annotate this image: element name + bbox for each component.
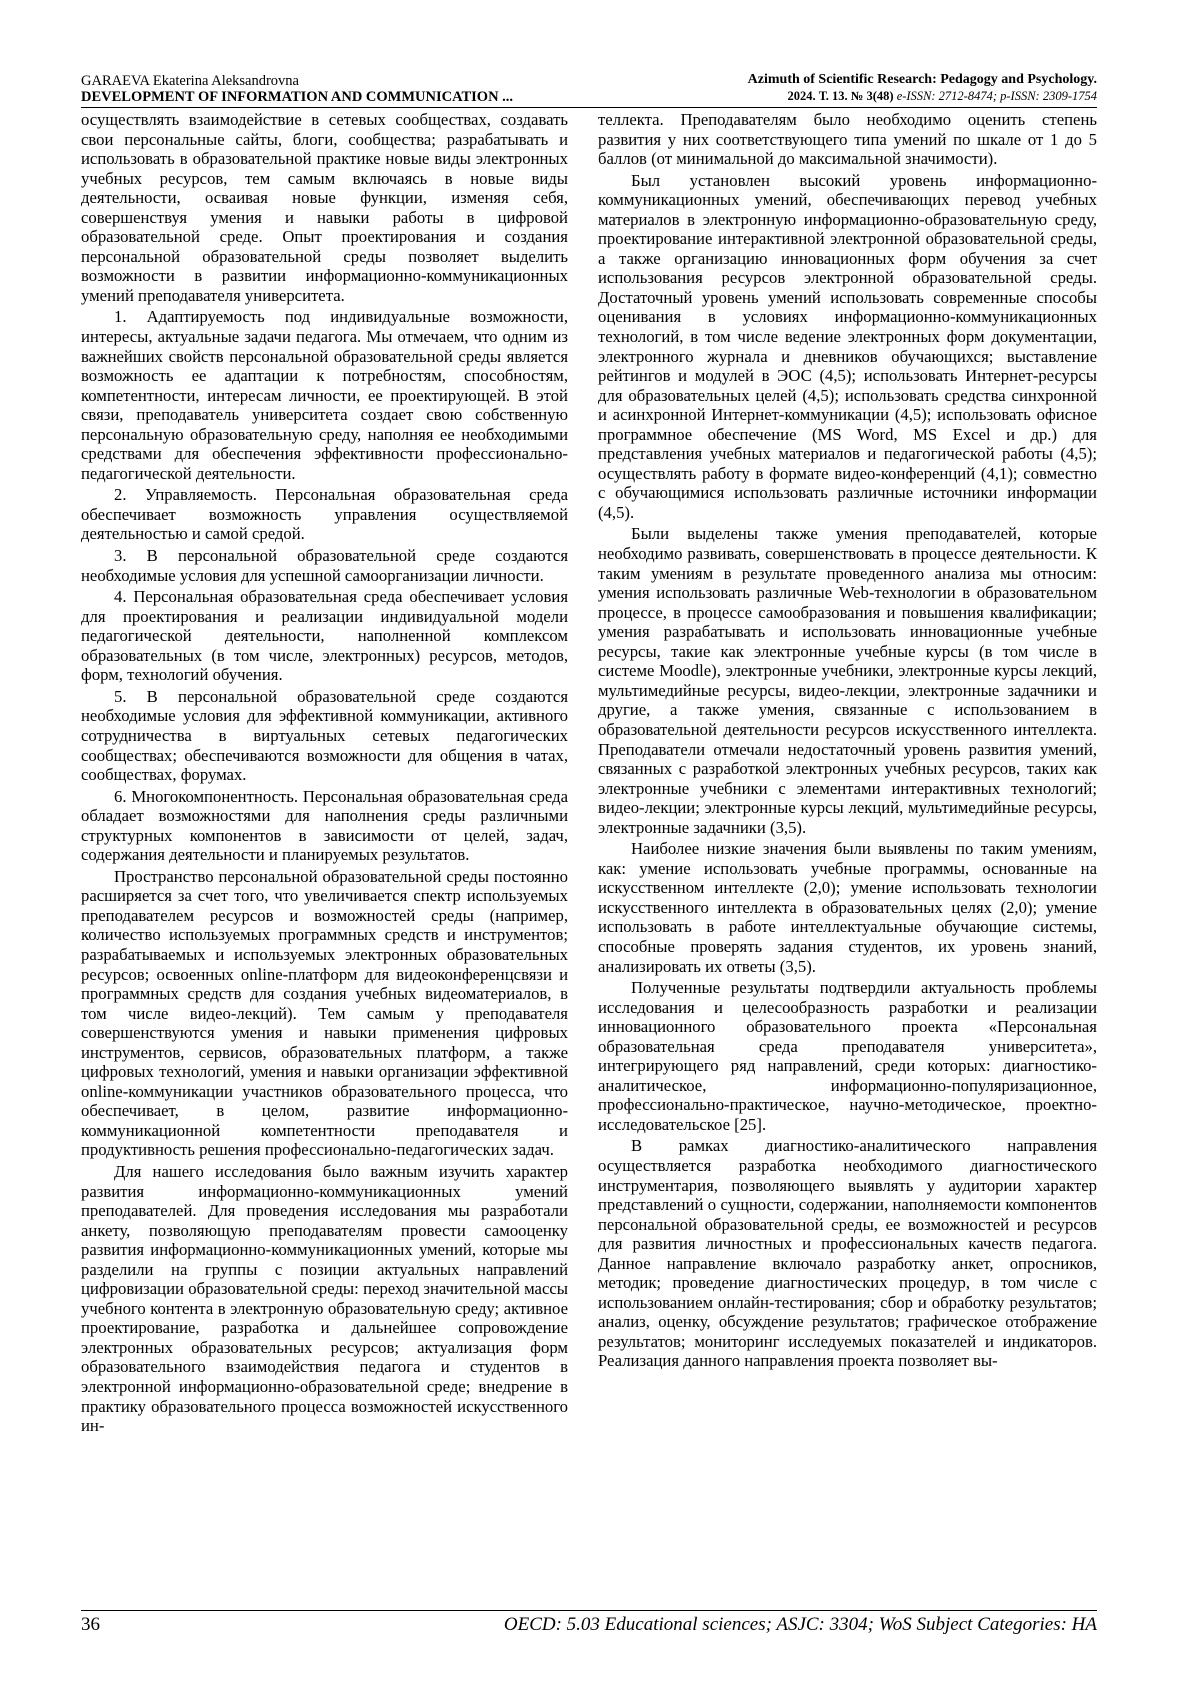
paragraph: осуществлять взаимодействие в сетевых сообществах, создавать свои персональные сайты, блоги, сообщества; разрабатывать и использовать в образовательной практике новые виды электронных учебных ресурсов, тем самым включаясь в новые виды деятельности, осваивая новые функции, изменяя себя, совершенствуя умения и навыки работы в цифровой образовательной среде. Опыт проектирования и создания персональной образовательной среды позволяет выделить возможности в развитии информационно-коммуникационных умений преподавателя университета. bbox=[81, 110, 568, 305]
paragraph: 5. В персональной образовательной среде создаются необходимые условия для эффективной коммуникации, активного сотрудничества в виртуальных сетевых педагогических сообществах; обеспечиваются возможности для общения в чатах, сообществах, форумах. bbox=[81, 686, 568, 785]
header-journal: Azimuth of Scientific Research: Pedagogy and Psychology. bbox=[747, 72, 1097, 87]
paragraph: Наиболее низкие значения были выявлены по таким умениям, как: умение использовать учебные программы, основанные на искусственном интеллекте (2,0); умение использовать технологии искусственного интеллекта в образовательных целях (2,0); умение использовать в работе интеллектуальные обучающие системы, способные проверять задания студентов, их уровень знаний, анализировать их ответы (3,5). bbox=[598, 839, 1097, 976]
text-column-right bbox=[598, 110, 1097, 1373]
running-header-left bbox=[81, 73, 601, 105]
running-header-right bbox=[748, 71, 1097, 105]
paragraph: 4. Персональная образовательная среда обеспечивает условия для проектирования и реализации индивидуальной модели педагогической деятельности, наполненной комплексом образовательных (в том числе, электронных) ресурсов, методов, форм, технологий обучения. bbox=[81, 587, 568, 685]
header-rule bbox=[81, 107, 1097, 108]
paragraph: Были выделены также умения преподавателей, которые необходимо развивать, совершенствовать в процессе деятельности. К таким умениям в результате проведенного анализа мы относим: умения использовать различные Web-технологии в образовательном процессе, в процессе самообразования и повышения квалификации; умения разрабатывать и использовать инновационные учебные ресурсы, такие как электронные учебные курсы (в том числе в системе Moodle), электронные учебники, электронные курсы лекций, мультимедийные ресурсы, видео-лекции, электронные задачники и другие, а также умения, связанные с использованием в образовательной деятельности ресурсов искусственного интеллекта. Преподаватели отмечали недостаточный уровень развития умений, связанных с разработкой электронных учебных ресурсов, таких как электронные учебники с элементами интерактивных технологий; видео-лекции; электронные курсы лекций, мультимедийные ресурсы, электронные задачники (3,5). bbox=[598, 524, 1097, 837]
footer-rule bbox=[81, 1610, 1097, 1611]
paragraph: Для нашего исследования было важным изучить характер развития информационно-коммуникационных умений преподавателей. Для проведения исследования мы разработали анкету, позволяющую преподавателям провести самооценку развития информационно-коммуникационных умений, которые мы разделили на группы с позиции актуальных направлений цифровизации образовательной среды: переход значительной массы учебного контента в электронную образовательную среду; активное проектирование, разработка и дальнейшее сопровождение электронных образовательных ресурсов; актуализация форм образовательного взаимодействия педагога и студентов в электронной информационно-образовательной среде; внедрение в практику образовательного процесса возможностей искусственного ин- bbox=[81, 1161, 568, 1436]
paragraph: 3. В персональной образовательной среде создаются необходимые условия для успешной самоорганизации личности. bbox=[81, 546, 568, 585]
paragraph: 1. Адаптируемость под индивидуальные возможности, интересы, актуальные задачи педагога. Мы отмечаем, что одним из важнейших свойств персональной образовательной среды является возможность ее адаптации к потребностям, способностям, компетентности, интересам личности, ее проектирующей. В этой связи, преподаватель университета создает свою собственную персональную образовательную среду, наполняя ее необходимыми средствами для обеспечения эффективности профессионально-педагогической деятельности. bbox=[81, 307, 568, 483]
header-article-title: DEVELOPMENT OF INFORMATION AND COMMUNICATION ... bbox=[81, 89, 514, 105]
paragraph: В рамках диагностико-аналитического направления осуществляется разработка необходимого диагностического инструментария, позволяющего выявлять у аудитории характер представлений о сущности, содержании, наполняемости компонентов персональной образовательной среды, ее возможностей и ресурсов для развития личностных и профессиональных качеств педагога. Данное направление включало разработку анкет, опросников, методик; проведение диагностических процедур, в том числе с использованием онлайн-тестирования; сбор и обработку результатов; анализ, оценку, обсуждение результатов; графическое отображение результатов; мониторинг исследуемых показателей и индикаторов. Реализация данного направления проекта позволяет вы- bbox=[598, 1136, 1097, 1371]
paragraph: теллекта. Преподавателям было необходимо оценить степень развития у них соответствующего типа умений по шкале от 1 до 5 баллов (от минимальной до максимальной значимости). bbox=[598, 110, 1097, 169]
paragraph: 2. Управляемость. Персональная образовательная среда обеспечивает возможность управления осуществляемой деятельностью и самой средой. bbox=[81, 485, 568, 544]
page-number: 36 bbox=[81, 1614, 100, 1635]
footer-classification: OECD: 5.03 Educational sciences; ASJC: 3304; WoS Subject Categories: HA bbox=[503, 1614, 1097, 1635]
header-issue: 2024. Т. 13. № 3(48) bbox=[787, 89, 894, 103]
text-column-left bbox=[81, 110, 568, 1438]
header-issue-line bbox=[748, 88, 1097, 105]
paragraph: Пространство персональной образовательной среды постоянно расширяется за счет того, что увеличивается спектр используемых преподавателем ресурсов и возможностей среды (например, количество используемых программных средств и инструментов; разрабатываемых и используемых электронных образовательных ресурсов; освоенных online-платформ для видеоконференцсвязи и программных средств для создания учебных видеоматериалов, в том числе видео-лекций). Тем самым у преподавателя совершенствуются умения и навыки применения цифровых инструментов, сервисов, образовательных платформ, а также цифровых технологий, умения и навыки организации эффективной online-коммуникации участников образовательного процесса, что обеспечивает, в целом, развитие информационно-коммуникационной компетентности преподавателя и продуктивность решения профессионально-педагогических задач. bbox=[81, 866, 568, 1160]
header-author: GARAEVA Ekaterina Aleksandrovna bbox=[81, 73, 299, 89]
paragraph: 6. Многокомпонентность. Персональная образовательная среда обладает возможностями для наполнения среды различными структурных компонентов в зависимости от целей, задач, содержания деятельности и планируемых результатов. bbox=[81, 786, 568, 865]
paragraph: Был установлен высокий уровень информационно-коммуникационных умений, обеспечивающих перевод учебных материалов в электронную информационно-образовательную среду, проектирование интерактивной электронной образовательной среды, а также организацию инновационных форм обучения за счет использования ресурсов электронной образовательной среды. Достаточный уровень умений использовать современные способы оценивания в условиях информационно-коммуникационных технологий, в том числе ведение электронных форм документации, электронного журнала и дневников обучающихся; выставление рейтингов и модулей в ЭОС (4,5); использовать Интернет-ресурсы для образовательных целей (4,5); использовать средства синхронной и асинхронной Интернет-коммуникации (4,5); использовать офисное программное обеспечение (MS Word, MS Excel и др.) для представления учебных материалов и педагогической работы (4,5); осуществлять работу в формате видео-конференций (4,1); совместно с обучающимися использовать различные источники информации (4,5). bbox=[598, 170, 1097, 522]
paragraph: Полученные результаты подтвердили актуальность проблемы исследования и целесообразность разработки и реализации инновационного образовательного проекта «Персональная образовательная среда преподавателя университета», интегрирующего ряд направлений, среди которых: диагностико-аналитическое, информационно-популяризационное, профессионально-практическое, научно-методическое, проектно-исследовательское [25]. bbox=[598, 978, 1097, 1134]
header-issn: e-ISSN: 2712-8474; p-ISSN: 2309-1754 bbox=[896, 89, 1097, 103]
